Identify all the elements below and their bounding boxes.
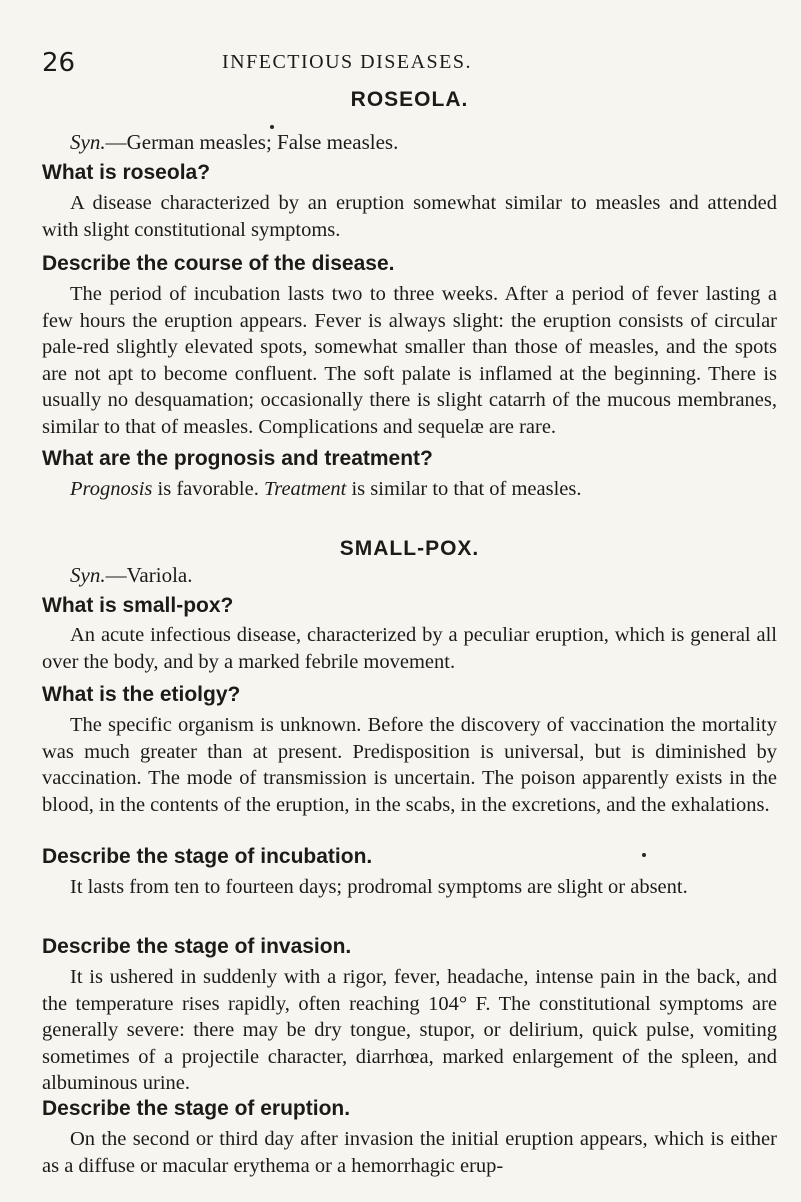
question-what-is-smallpox: What is small-pox?	[42, 594, 234, 617]
question-what-is-roseola: What is roseola?	[42, 161, 211, 184]
syn-text: —Variola.	[105, 563, 193, 587]
print-speck	[270, 125, 274, 129]
syn-label: Syn.	[70, 563, 106, 587]
answer-invasion: It is ushered in suddenly with a rigor, fever, headache, intense pain in the back, and the temperature rises rapidly, often reaching 104° F. The constitutional symptoms are generally severe: there may be dry tongue, stupor, or delirium, quick pulse, vomiting sometimes of a projectile character, diarrhœa, marked enlargement of the spleen, and albuminous urine.	[42, 966, 777, 1095]
question-invasion: Describe the stage of invasion.	[42, 935, 352, 958]
prognosis-label: Prognosis	[70, 478, 153, 500]
answer-what-is-roseola: A disease characterized by an eruption somewhat similar to measles and attended with slight constitutional symptoms.	[42, 192, 777, 241]
section-title-smallpox: SMALL-POX.	[339, 537, 480, 560]
answer-etiology: The specific organism is unknown. Before the discovery of vaccination the mortality was much greater than at present. Predisposition is universal, but is diminished by vaccination. The mode of transmission is uncertain. The poison apparently exists in the blood, in the contents of the eruption, in the scabs, in the excretions, and the exhalations.	[42, 714, 777, 816]
question-etiology: What is the etiolgy?	[42, 683, 241, 706]
section-title-roseola: ROSEOLA.	[350, 88, 469, 111]
prognosis-text: is favorable.	[152, 478, 264, 500]
book-page	[42, 0, 777, 1202]
question-incubation: Describe the stage of incubation.	[42, 845, 373, 868]
question-course-of-disease: Describe the course of the disease.	[42, 252, 395, 275]
running-head	[42, 48, 777, 80]
answer-course-of-disease: The period of incubation lasts two to three weeks. After a period of fever lasting a few hours the eruption appears. Fever is always slight: the eruption consists of circular pale-red slightly elevated spots, somewhat smaller than those of measles, and the spots are not apt to become confluent. The soft palate is inflamed at the beginning. There is usually no desquamation; occasionally there is slight catarrh of the mucous membranes, similar to that of measles. Complications and sequelæ are rare.	[42, 283, 777, 438]
syn-text: —German measles; False measles.	[105, 130, 399, 154]
treatment-label: Treatment	[263, 478, 347, 500]
running-title: INFECTIOUS DISEASES.	[222, 51, 473, 73]
answer-eruption: On the second or third day after invasion the initial eruption appears, which is either as a diffuse or macular erythema or a hemorrhagic erup-	[42, 1128, 777, 1177]
answer-prognosis-treatment	[42, 476, 777, 503]
question-prognosis-treatment: What are the prognosis and treatment?	[42, 447, 433, 470]
page-number: 26	[42, 48, 76, 78]
roseola-synonyms	[70, 130, 398, 155]
answer-what-is-smallpox: An acute infectious disease, characterized by a peculiar eruption, which is general all over the body, and by a marked febrile movement.	[42, 624, 777, 673]
print-speck	[642, 853, 646, 857]
smallpox-synonyms	[70, 563, 192, 588]
answer-incubation: It lasts from ten to fourteen days; prodromal symptoms are slight or absent.	[70, 876, 688, 898]
question-eruption: Describe the stage of eruption.	[42, 1097, 351, 1120]
syn-label: Syn.	[70, 130, 106, 154]
treatment-text: is similar to that of measles.	[346, 478, 582, 500]
